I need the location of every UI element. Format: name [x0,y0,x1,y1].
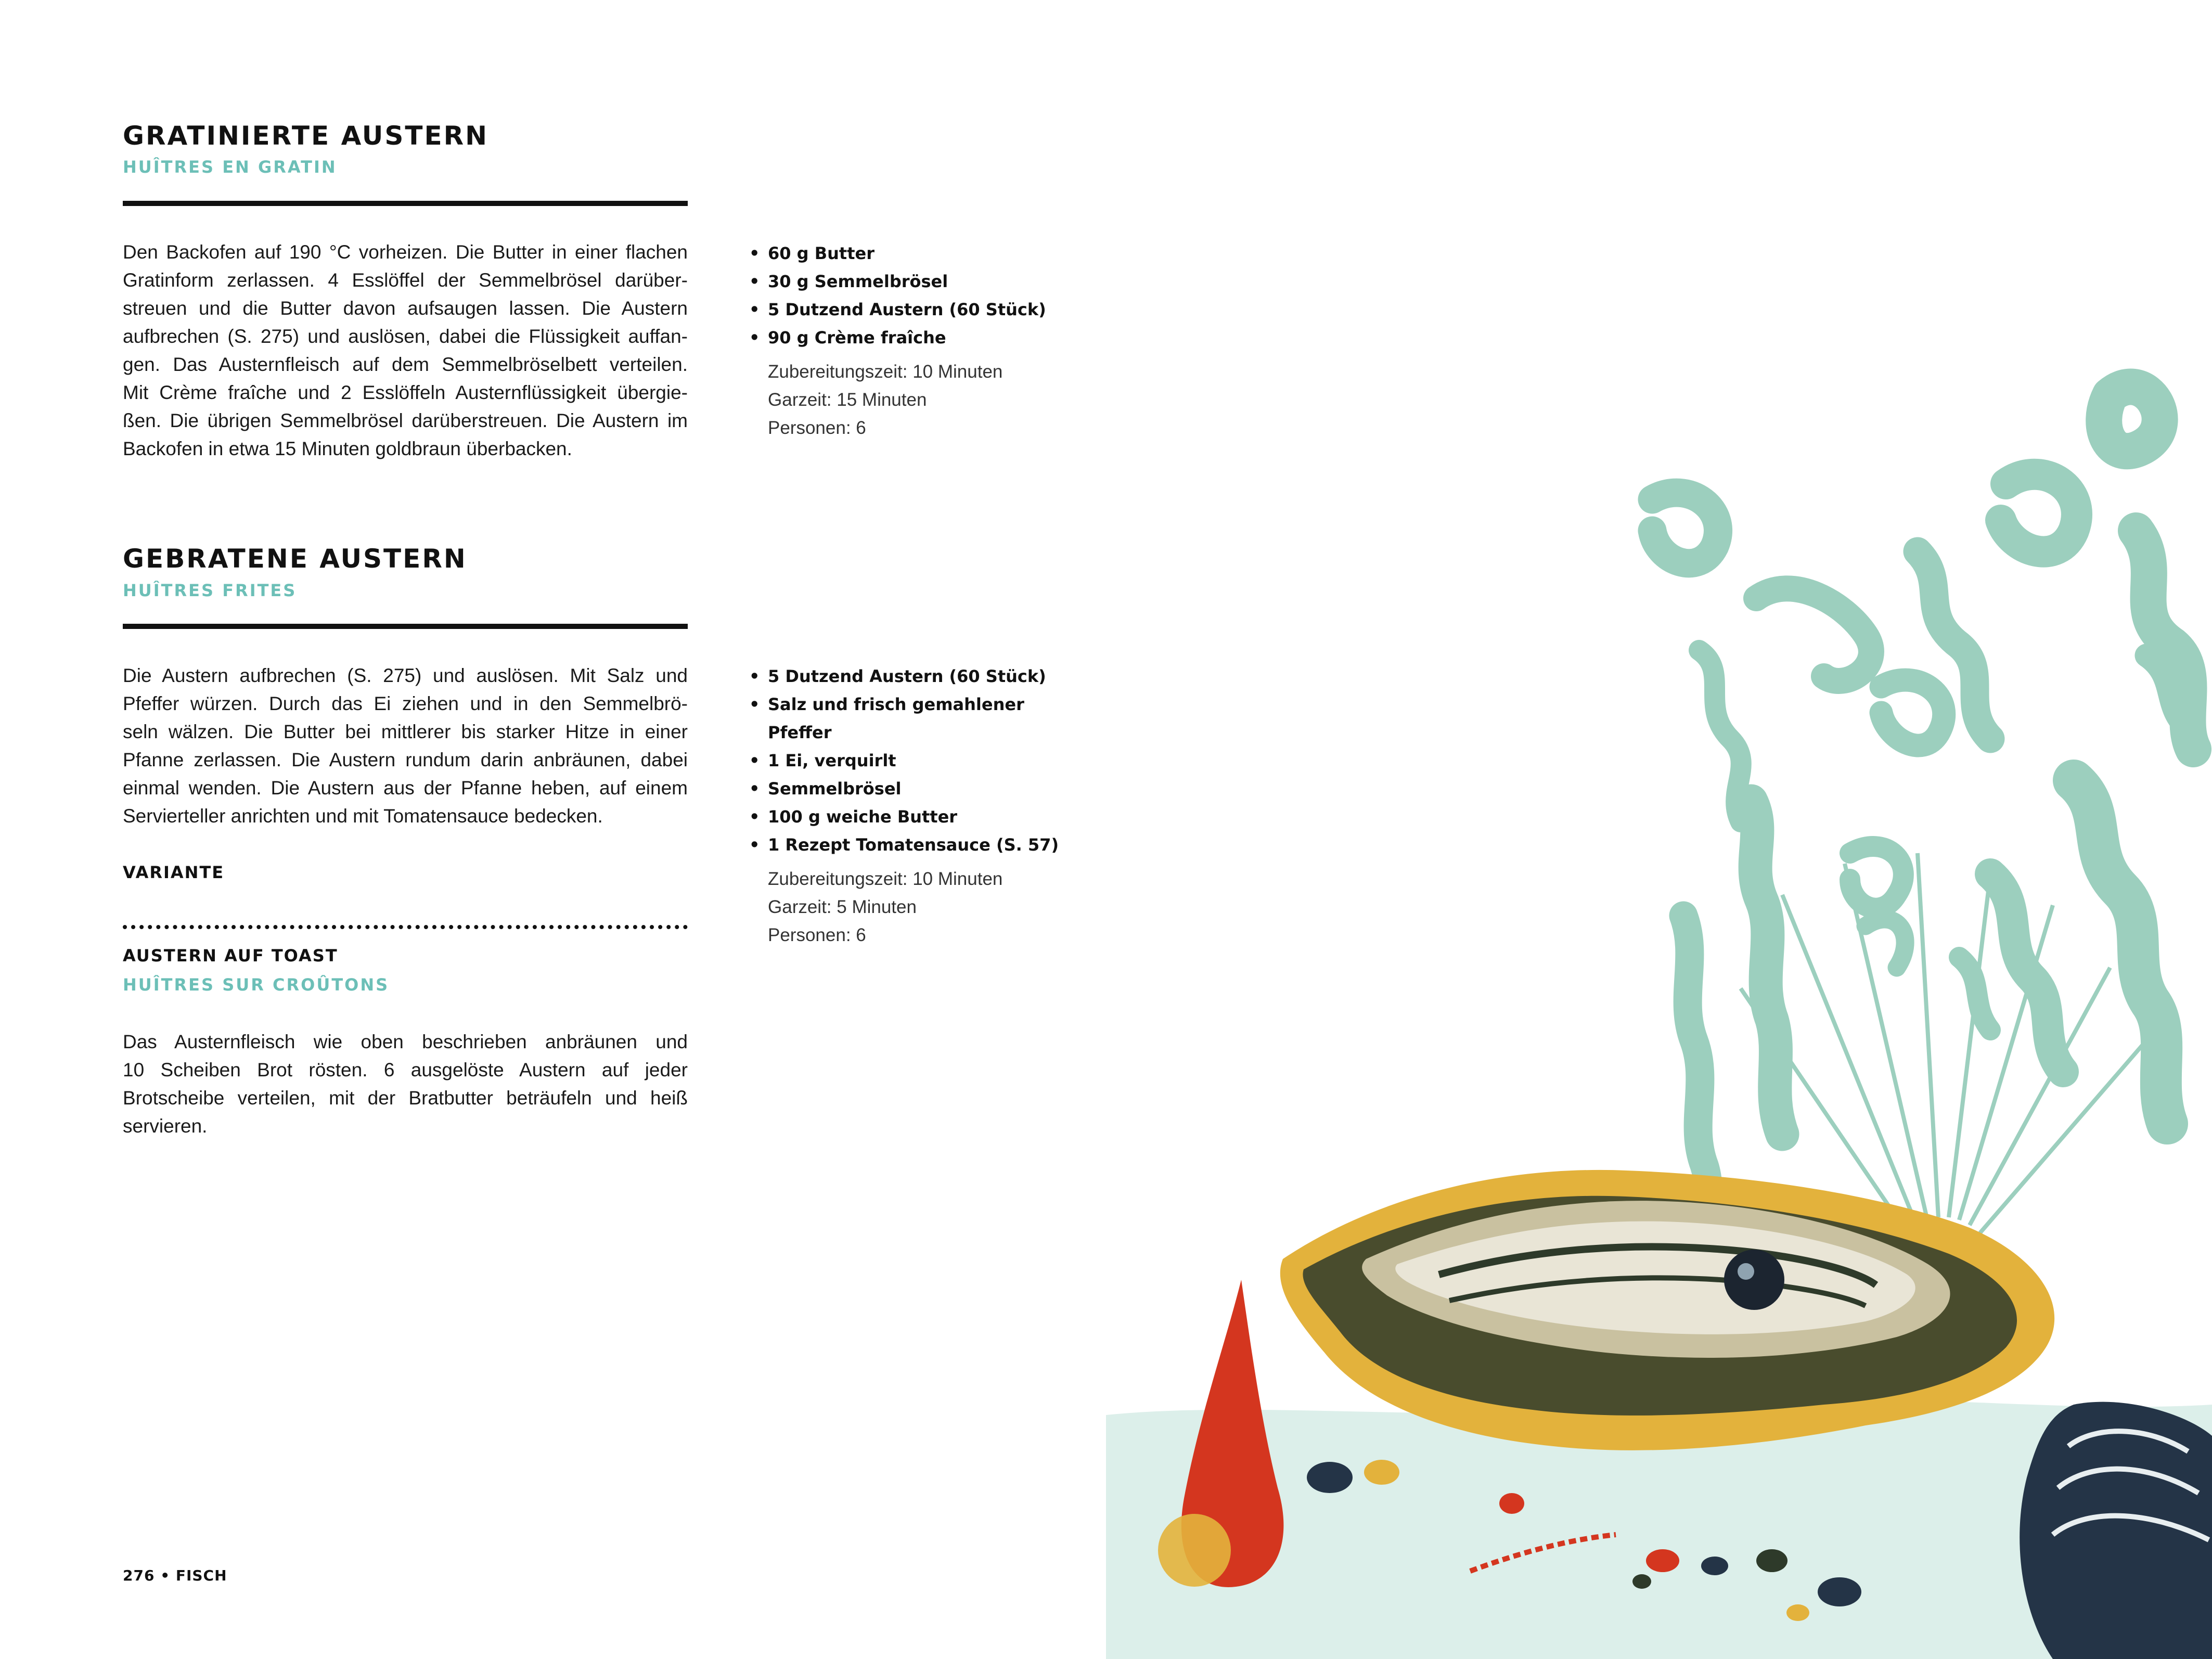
bullet-glyph: • [749,835,760,855]
recipe-meta-gebratene [768,865,1002,949]
ingredient-text: 1 Rezept Tomatensauce (S. 57) [768,835,1059,855]
ingredient-item [749,267,1046,295]
cook-time: Garzeit: 5 Minuten [768,897,917,917]
variant-title: AUSTERN AUF TOAST [123,946,338,966]
ingredient-text: 5 Dutzend Austern (60 Stück) [768,300,1046,319]
servings: Personen: 6 [768,925,866,945]
method-line: aufbrechen (S. 275) und auslösen, dabei die Flüssigkeit auffan- [123,326,688,347]
method-line: Den Backofen auf 190 °C vorheizen. Die Butter in einer flachen [123,241,688,263]
recipe-method-gratinierte [123,238,688,463]
right-page [1106,0,2212,1659]
bullet-glyph: • [749,751,760,770]
yellow-bubble [1158,1514,1231,1587]
ingredient-text: 60 g Butter [768,243,874,263]
method-line: servieren. [123,1115,208,1137]
cook-time: Garzeit: 15 Minuten [768,390,927,410]
servings: Personen: 6 [768,418,866,438]
prep-time: Zubereitungszeit: 10 Minuten [768,869,1003,889]
oyster-illustration [1106,0,2212,1659]
ingredient-text: 5 Dutzend Austern (60 Stück) [768,666,1046,686]
bullet-glyph: • [749,666,760,686]
ingredient-item [749,803,1059,831]
method-line: 10 Scheiben Brot rösten. 6 ausgelöste Austern auf jeder [123,1059,688,1081]
method-line: ßen. Die übrigen Semmelbrösel darüberstreuen. Die Austern im [123,410,688,431]
mussel-icon [2020,1402,2212,1659]
prep-time: Zubereitungszeit: 10 Minuten [768,362,1003,382]
method-line: Die Austern aufbrechen (S. 275) und auslösen. Mit Salz und [123,665,688,686]
seaweed-icon [1652,387,2193,1259]
ingredient-text: 100 g weiche Butter [768,807,958,827]
method-line: einmal wenden. Die Austern aus der Pfanne heben, auf einem [123,777,688,799]
ingredient-text: Salz und frisch gemahlener [768,695,1024,714]
bullet-glyph: • [749,328,760,348]
recipe-title-gebratene-austern: GEBRATENE AUSTERN [123,544,467,574]
method-line: Das Austernfleisch wie oben beschrieben anbräunen und [123,1031,688,1052]
method-line: Servierteller anrichten und mit Tomatensauce bedecken. [123,805,603,827]
ingredient-list-gebratene [749,662,1059,859]
bullet-glyph: • [749,300,760,319]
page-footer: 276 • FISCH [123,1567,227,1584]
ingredient-text: 30 g Semmelbrösel [768,272,948,291]
method-line: Mit Crème fraîche und 2 Esslöffeln Austernflüssigkeit übergie- [123,382,688,403]
variant-label: VARIANTE [123,863,225,882]
ingredient-item [749,324,1046,352]
ingredient-item [749,831,1059,859]
method-line: Pfeffer würzen. Durch das Ei ziehen und in den Semmelbrö- [123,693,688,714]
variant-subtitle: HUÎTRES SUR CROÛTONS [123,975,390,995]
ingredient-item [749,718,1059,747]
method-line: streuen und die Butter davon aufsaugen lassen. Die Austern [123,298,688,319]
ingredient-list-gratinierte [749,239,1046,352]
bullet-glyph: • [749,695,760,714]
ingredient-item [749,747,1059,775]
method-line: Backofen in etwa 15 Minuten goldbraun überbacken. [123,438,572,459]
pearl-icon [1724,1250,1784,1310]
method-line: Brotscheibe verteilen, mit der Bratbutter beträufeln und heiß [123,1087,688,1109]
ingredient-item [749,662,1059,690]
method-line: Pfanne zerlassen. Die Austern rundum darin anbräunen, dabei [123,749,688,770]
light-rays [1741,853,2146,1233]
title-rule [123,201,688,206]
variant-method [123,1028,688,1140]
dotted-separator [123,925,688,929]
bullet-glyph: • [749,779,760,799]
recipe-subtitle-huitres-en-gratin: HUÎTRES EN GRATIN [123,157,337,177]
title-rule [123,624,688,629]
recipe-subtitle-huitres-frites: HUÎTRES FRITES [123,581,297,600]
ingredient-text: Pfeffer [768,723,832,742]
ingredient-text: Semmelbrösel [768,779,902,799]
ingredient-item [749,690,1059,718]
bullet-glyph: • [749,272,760,291]
method-line: seln wälzen. Die Butter bei mittlerer bis starker Hitze in einer [123,721,688,742]
ingredient-item [749,775,1059,803]
recipe-method-gebratene [123,662,688,830]
ingredient-text: 1 Ei, verquirlt [768,751,896,770]
ingredient-text: 90 g Crème fraîche [768,328,946,348]
method-line: gen. Das Austernfleisch auf dem Semmelbröselbett verteilen. [123,354,688,375]
bullet-glyph: • [749,807,760,827]
method-line: Gratinform zerlassen. 4 Esslöffel der Semmelbrösel darüber- [123,269,688,291]
recipe-title-gratinierte-austern: GRATINIERTE AUSTERN [123,121,488,151]
ingredient-item [749,239,1046,267]
recipe-meta-gratinierte [768,358,1002,442]
ingredient-item [749,295,1046,324]
bullet-glyph: • [749,243,760,263]
